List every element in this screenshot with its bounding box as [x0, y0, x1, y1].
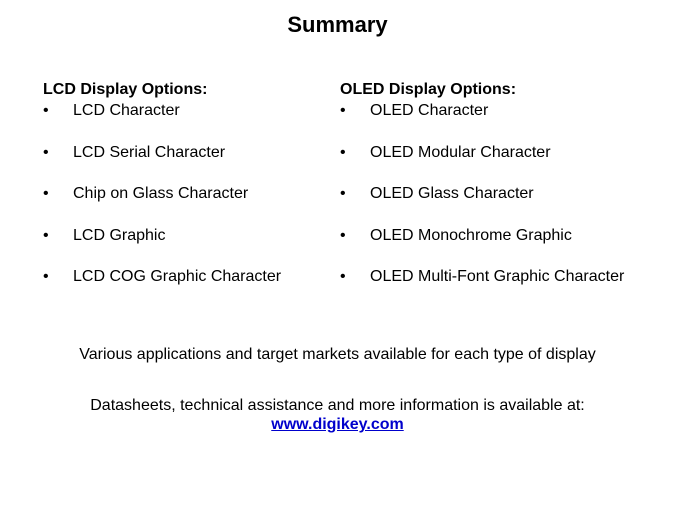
bullet-icon: • [43, 143, 49, 161]
bullet-icon: • [43, 102, 49, 119]
oled-options-heading: OLED Display Options: [340, 81, 517, 98]
oled-option-label: OLED Character [370, 102, 489, 119]
oled-options-list [340, 101, 624, 286]
list-item [340, 226, 624, 245]
oled-option-label: OLED Glass Character [370, 185, 534, 202]
bullet-icon: • [340, 102, 346, 119]
bullet-icon: • [340, 143, 346, 161]
oled-option-label: OLED Monochrome Graphic [370, 226, 572, 244]
bullet-icon: • [43, 268, 49, 285]
oled-option-label: OLED Modular Character [370, 143, 551, 161]
lcd-options-column [43, 80, 281, 309]
slide-title: Summary [287, 12, 388, 37]
lcd-option-label: LCD Graphic [73, 226, 166, 244]
list-item [43, 267, 281, 286]
list-item [340, 143, 624, 162]
lcd-option-label: Chip on Glass Character [73, 185, 249, 202]
bullet-icon: • [43, 185, 49, 202]
list-item [340, 101, 624, 120]
digikey-link[interactable]: www.digikey.com [271, 416, 404, 433]
bullet-icon: • [340, 268, 346, 285]
oled-option-label: OLED Multi-Font Graphic Character [370, 268, 625, 285]
bullet-icon: • [43, 226, 49, 244]
list-item [340, 267, 624, 286]
list-item [43, 226, 281, 245]
applications-note: Various applications and target markets available for each type of display [79, 346, 596, 363]
list-item [340, 184, 624, 203]
bullet-icon: • [340, 226, 346, 244]
lcd-option-label: LCD COG Graphic Character [73, 268, 282, 285]
list-item [43, 101, 281, 120]
digikey-link-container [0, 416, 675, 434]
oled-options-column [340, 80, 624, 309]
lcd-option-label: LCD Serial Character [73, 143, 226, 161]
datasheets-note: Datasheets, technical assistance and more information is available at: [90, 397, 585, 414]
lcd-options-heading: LCD Display Options: [43, 81, 208, 98]
bullet-icon: • [340, 185, 346, 202]
list-item [43, 143, 281, 162]
lcd-options-list [43, 101, 281, 286]
lcd-option-label: LCD Character [73, 102, 180, 119]
list-item [43, 184, 281, 203]
